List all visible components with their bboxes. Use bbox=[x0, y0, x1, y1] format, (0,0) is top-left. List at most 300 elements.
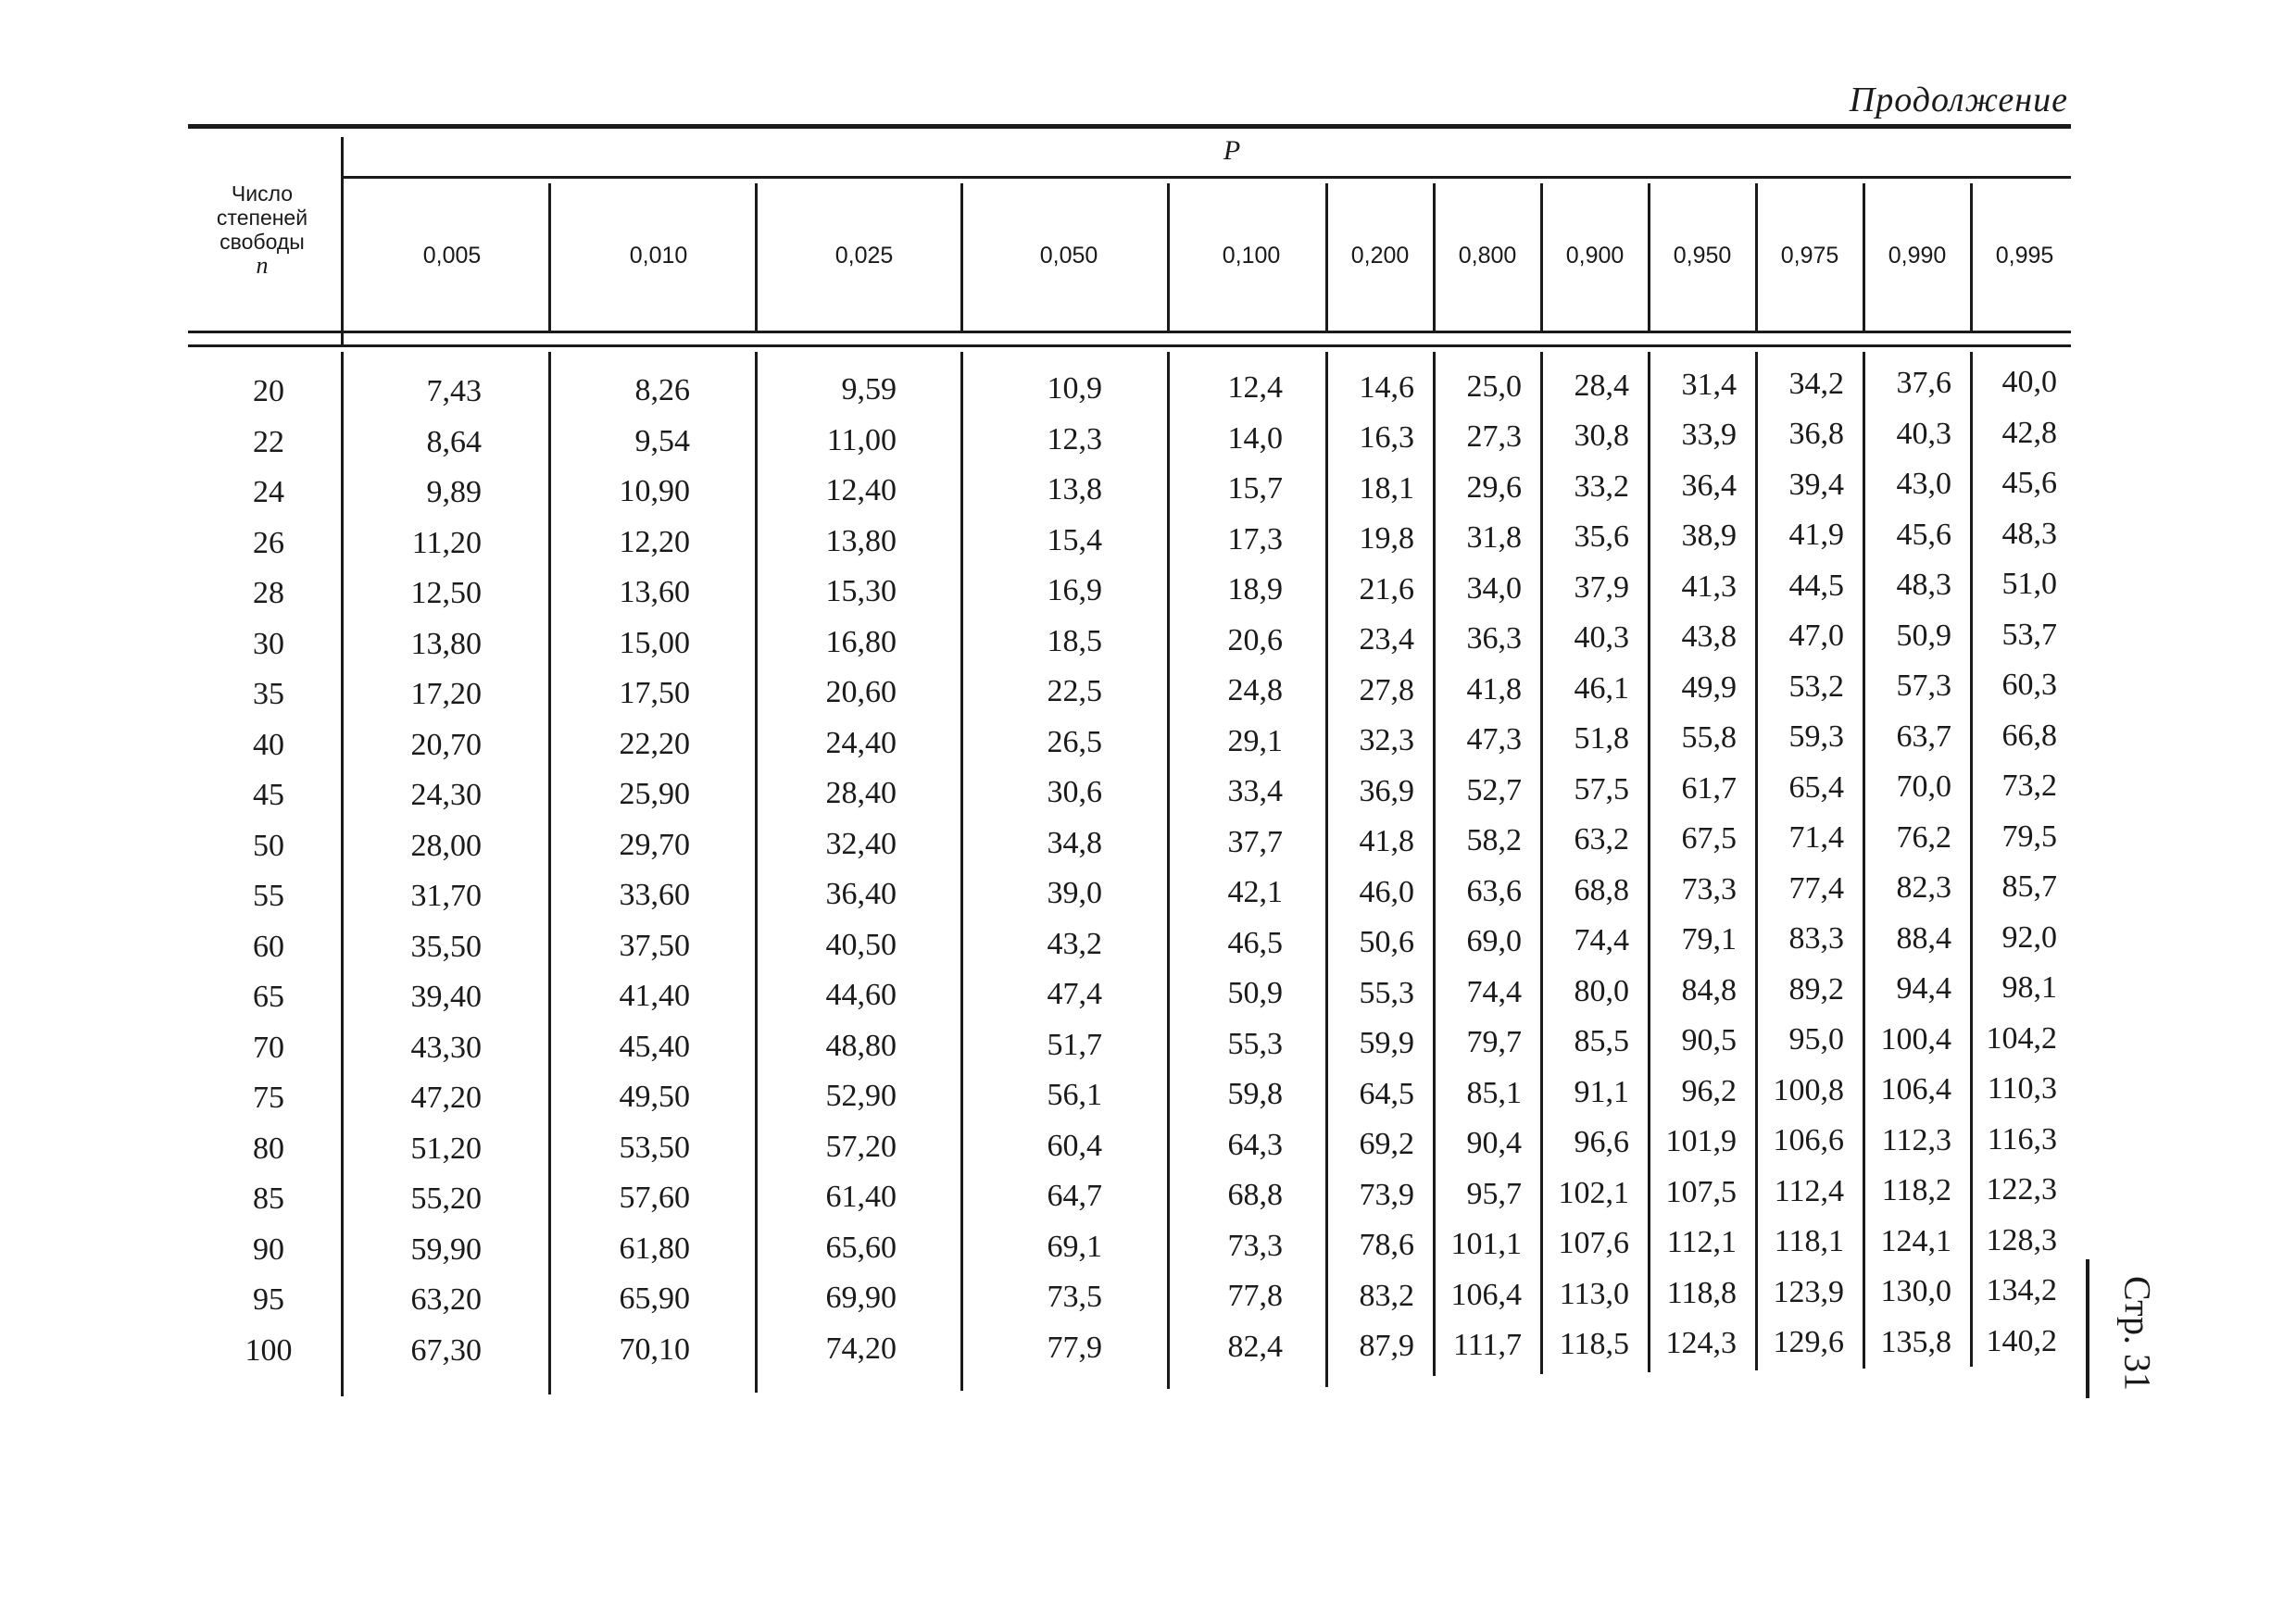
value-cell: 26,5 bbox=[1047, 724, 1102, 759]
value-cell: 51,8 bbox=[1574, 721, 1629, 756]
value-cell: 124,1 bbox=[1880, 1223, 1951, 1258]
value-cell: 18,9 bbox=[1227, 572, 1283, 607]
value-cell: 34,2 bbox=[1788, 366, 1844, 401]
value-cell: 42,8 bbox=[2001, 415, 2057, 450]
value-cell: 71,4 bbox=[1788, 820, 1844, 856]
value-cell: 45,6 bbox=[2001, 466, 2057, 501]
value-cell: 28,4 bbox=[1574, 368, 1629, 403]
value-cell: 59,90 bbox=[410, 1232, 482, 1267]
value-cell: 36,8 bbox=[1788, 417, 1844, 452]
value-cell: 64,7 bbox=[1047, 1179, 1102, 1214]
header-divider bbox=[1433, 183, 1436, 331]
value-cell: 96,2 bbox=[1681, 1073, 1737, 1108]
value-cell: 36,9 bbox=[1359, 773, 1414, 808]
header-divider bbox=[1970, 183, 1973, 331]
value-cell: 116,3 bbox=[1987, 1121, 2057, 1157]
value-cell: 11,00 bbox=[826, 422, 897, 457]
value-cell: 11,20 bbox=[411, 525, 482, 560]
degrees-of-freedom-cell: 60 bbox=[253, 929, 284, 964]
value-cell: 67,5 bbox=[1681, 821, 1737, 857]
value-cell: 35,50 bbox=[410, 929, 482, 964]
body-divider bbox=[1325, 352, 1328, 1387]
value-cell: 77,8 bbox=[1227, 1279, 1283, 1314]
value-cell: 89,2 bbox=[1788, 971, 1844, 1007]
value-cell: 83,3 bbox=[1788, 921, 1844, 957]
header-divider bbox=[1648, 183, 1650, 331]
value-cell: 51,20 bbox=[410, 1131, 482, 1166]
value-cell: 64,3 bbox=[1227, 1127, 1283, 1162]
value-cell: 40,3 bbox=[1574, 620, 1629, 656]
column-header: 0,100 bbox=[1222, 243, 1281, 269]
degrees-of-freedom-cell: 22 bbox=[253, 424, 284, 459]
value-cell: 58,2 bbox=[1466, 823, 1522, 858]
column-header: 0,975 bbox=[1780, 243, 1839, 269]
value-cell: 59,8 bbox=[1227, 1077, 1283, 1112]
body-divider bbox=[1167, 352, 1170, 1389]
value-cell: 31,70 bbox=[410, 879, 482, 913]
value-cell: 85,5 bbox=[1574, 1024, 1629, 1059]
value-cell: 88,4 bbox=[1896, 920, 1951, 956]
value-cell: 34,8 bbox=[1047, 825, 1102, 860]
degrees-of-freedom-cell: 40 bbox=[253, 727, 284, 762]
value-cell: 60,4 bbox=[1047, 1128, 1102, 1163]
value-cell: 57,3 bbox=[1896, 669, 1951, 703]
value-cell: 56,1 bbox=[1047, 1078, 1102, 1113]
value-cell: 61,7 bbox=[1681, 770, 1737, 806]
value-cell: 12,3 bbox=[1047, 421, 1102, 456]
value-cell: 41,3 bbox=[1681, 569, 1737, 604]
value-cell: 51,0 bbox=[2001, 567, 2057, 602]
value-cell: 32,40 bbox=[825, 826, 897, 861]
value-cell: 29,6 bbox=[1466, 469, 1522, 505]
value-cell: 44,60 bbox=[825, 978, 897, 1013]
value-cell: 73,5 bbox=[1047, 1280, 1102, 1315]
value-cell: 41,8 bbox=[1359, 824, 1414, 858]
value-cell: 37,7 bbox=[1227, 824, 1283, 859]
value-cell: 95,7 bbox=[1466, 1176, 1522, 1211]
value-cell: 110,3 bbox=[1987, 1071, 2057, 1107]
value-cell: 46,5 bbox=[1227, 925, 1283, 960]
page-number bbox=[2082, 1259, 2193, 1407]
n-header bbox=[188, 181, 336, 278]
value-cell: 12,50 bbox=[410, 576, 482, 610]
body-divider bbox=[548, 352, 551, 1394]
value-cell: 91,1 bbox=[1574, 1074, 1629, 1109]
value-cell: 46,1 bbox=[1574, 670, 1629, 706]
degrees-of-freedom-cell: 28 bbox=[253, 576, 284, 610]
value-cell: 53,2 bbox=[1788, 669, 1844, 704]
value-cell: 82,4 bbox=[1227, 1329, 1283, 1364]
value-cell: 25,0 bbox=[1466, 369, 1522, 404]
value-cell: 29,1 bbox=[1227, 723, 1283, 758]
value-cell: 52,90 bbox=[825, 1079, 897, 1114]
value-cell: 25,90 bbox=[619, 777, 690, 812]
value-cell: 57,60 bbox=[619, 1181, 690, 1216]
value-cell: 96,6 bbox=[1574, 1125, 1629, 1160]
column-header: 0,025 bbox=[834, 243, 894, 269]
value-cell: 50,9 bbox=[1896, 618, 1951, 653]
value-cell: 28,40 bbox=[825, 776, 897, 811]
n-header-line-4: n bbox=[256, 252, 269, 279]
value-cell: 43,30 bbox=[410, 1030, 482, 1065]
column-header: 0,050 bbox=[1039, 243, 1098, 269]
value-cell: 23,4 bbox=[1359, 622, 1414, 656]
value-cell: 36,3 bbox=[1466, 621, 1522, 656]
page-number-label: Стр. 31 bbox=[2116, 1275, 2159, 1392]
degrees-of-freedom-cell: 70 bbox=[253, 1030, 284, 1065]
value-cell: 31,4 bbox=[1681, 367, 1737, 402]
value-cell: 27,8 bbox=[1359, 672, 1414, 707]
value-cell: 36,4 bbox=[1681, 468, 1737, 503]
value-cell: 24,8 bbox=[1227, 673, 1283, 708]
value-cell: 85,7 bbox=[2001, 869, 2057, 905]
value-cell: 47,4 bbox=[1047, 977, 1102, 1012]
value-cell: 37,9 bbox=[1574, 569, 1629, 605]
value-cell: 40,3 bbox=[1896, 416, 1951, 451]
value-cell: 32,3 bbox=[1359, 723, 1414, 757]
value-cell: 20,60 bbox=[825, 675, 897, 710]
column-header: 0,990 bbox=[1888, 243, 1947, 269]
value-cell: 43,8 bbox=[1681, 619, 1737, 655]
degrees-of-freedom-cell: 55 bbox=[253, 879, 284, 913]
value-cell: 35,6 bbox=[1574, 519, 1629, 555]
value-cell: 134,2 bbox=[1986, 1273, 2057, 1308]
value-cell: 70,10 bbox=[619, 1332, 690, 1367]
value-cell: 39,4 bbox=[1788, 467, 1844, 502]
value-cell: 118,2 bbox=[1881, 1173, 1951, 1207]
value-cell: 38,9 bbox=[1681, 519, 1737, 554]
value-cell: 15,00 bbox=[619, 625, 690, 660]
value-cell: 45,6 bbox=[1896, 517, 1951, 552]
value-cell: 41,9 bbox=[1788, 518, 1844, 553]
value-cell: 63,7 bbox=[1896, 719, 1951, 754]
value-cell: 41,40 bbox=[619, 979, 690, 1014]
degrees-of-freedom-cell: 50 bbox=[253, 828, 284, 863]
value-cell: 55,8 bbox=[1681, 720, 1737, 756]
value-cell: 39,40 bbox=[410, 980, 482, 1014]
n-header-line-2: степеней bbox=[216, 206, 308, 230]
value-cell: 98,1 bbox=[2001, 970, 2057, 1006]
value-cell: 53,50 bbox=[619, 1130, 690, 1165]
value-cell: 112,4 bbox=[1774, 1173, 1844, 1208]
column-header: 0,800 bbox=[1458, 243, 1517, 269]
value-cell: 19,8 bbox=[1359, 521, 1414, 556]
column-header: 0,200 bbox=[1350, 243, 1410, 269]
degrees-of-freedom-cell: 45 bbox=[253, 778, 284, 812]
degrees-of-freedom-cell: 65 bbox=[253, 980, 284, 1014]
value-cell: 73,2 bbox=[2001, 769, 2057, 804]
degrees-of-freedom-cell: 20 bbox=[253, 374, 284, 408]
degrees-of-freedom-cell: 26 bbox=[253, 525, 284, 560]
value-cell: 118,8 bbox=[1666, 1275, 1737, 1310]
value-cell: 79,1 bbox=[1681, 922, 1737, 957]
value-cell: 27,3 bbox=[1466, 419, 1522, 455]
value-cell: 95,0 bbox=[1788, 1022, 1844, 1057]
value-cell: 70,0 bbox=[1896, 769, 1951, 804]
value-cell: 59,3 bbox=[1788, 719, 1844, 755]
value-cell: 8,64 bbox=[426, 424, 482, 459]
value-cell: 20,70 bbox=[410, 727, 482, 762]
value-cell: 102,1 bbox=[1558, 1175, 1629, 1210]
column-header: 0,010 bbox=[629, 243, 688, 269]
value-cell: 40,50 bbox=[825, 927, 897, 962]
value-cell: 106,4 bbox=[1880, 1072, 1951, 1107]
top-rule bbox=[188, 124, 2071, 129]
value-cell: 66,8 bbox=[2001, 718, 2057, 753]
value-cell: 17,20 bbox=[410, 677, 482, 711]
column-header: 0,005 bbox=[422, 243, 482, 269]
body-divider bbox=[1648, 352, 1650, 1372]
value-cell: 39,0 bbox=[1047, 876, 1102, 911]
continuation-label: Продолжение bbox=[1849, 81, 2068, 119]
degrees-of-freedom-cell: 24 bbox=[253, 475, 284, 509]
value-cell: 51,7 bbox=[1047, 1027, 1102, 1062]
value-cell: 111,7 bbox=[1453, 1328, 1522, 1363]
value-cell: 79,5 bbox=[2001, 819, 2057, 854]
value-cell: 31,8 bbox=[1466, 520, 1522, 556]
value-cell: 50,9 bbox=[1227, 976, 1283, 1011]
value-cell: 78,6 bbox=[1359, 1228, 1414, 1262]
n-header-line-3: свободы bbox=[220, 230, 305, 254]
value-cell: 10,90 bbox=[619, 474, 690, 509]
value-cell: 48,3 bbox=[2001, 516, 2057, 551]
value-cell: 43,2 bbox=[1047, 926, 1102, 961]
value-cell: 8,26 bbox=[634, 373, 690, 408]
header-divider bbox=[1755, 183, 1758, 331]
value-cell: 57,20 bbox=[825, 1129, 897, 1164]
value-cell: 113,0 bbox=[1559, 1276, 1629, 1311]
header-divider bbox=[1540, 183, 1543, 331]
value-cell: 13,80 bbox=[410, 626, 482, 661]
value-cell: 37,50 bbox=[619, 928, 690, 963]
value-cell: 87,9 bbox=[1359, 1329, 1414, 1363]
value-cell: 100,8 bbox=[1773, 1072, 1844, 1107]
value-cell: 16,3 bbox=[1359, 420, 1414, 455]
value-cell: 90,5 bbox=[1681, 1023, 1737, 1058]
value-cell: 124,3 bbox=[1665, 1326, 1737, 1361]
value-cell: 12,4 bbox=[1227, 370, 1283, 406]
value-cell: 9,54 bbox=[634, 423, 690, 458]
value-cell: 29,70 bbox=[619, 827, 690, 862]
value-cell: 33,9 bbox=[1681, 418, 1737, 453]
value-cell: 73,3 bbox=[1227, 1228, 1283, 1263]
value-cell: 43,0 bbox=[1896, 467, 1951, 501]
value-cell: 69,90 bbox=[825, 1281, 897, 1316]
value-cell: 47,20 bbox=[410, 1081, 482, 1115]
header-divider bbox=[1325, 183, 1328, 331]
n-header-line-1: Число bbox=[231, 181, 294, 206]
value-cell: 18,1 bbox=[1359, 470, 1414, 506]
degrees-of-freedom-cell: 75 bbox=[253, 1081, 284, 1115]
value-cell: 74,4 bbox=[1466, 974, 1522, 1009]
value-cell: 101,9 bbox=[1665, 1124, 1737, 1159]
value-cell: 44,5 bbox=[1788, 568, 1844, 603]
value-cell: 55,3 bbox=[1227, 1026, 1283, 1061]
value-cell: 140,2 bbox=[1986, 1323, 2057, 1358]
value-cell: 74,4 bbox=[1574, 923, 1629, 958]
value-cell: 84,8 bbox=[1681, 972, 1737, 1007]
header-divider bbox=[548, 183, 551, 331]
value-cell: 33,60 bbox=[619, 878, 690, 913]
value-cell: 107,5 bbox=[1665, 1174, 1737, 1209]
value-cell: 17,3 bbox=[1227, 521, 1283, 556]
value-cell: 33,2 bbox=[1574, 469, 1629, 504]
value-cell: 47,3 bbox=[1466, 722, 1522, 757]
value-cell: 59,9 bbox=[1359, 1026, 1414, 1060]
header-divider bbox=[960, 183, 963, 331]
value-cell: 135,8 bbox=[1880, 1324, 1951, 1359]
value-cell: 12,20 bbox=[619, 524, 690, 559]
value-cell: 69,2 bbox=[1359, 1127, 1414, 1161]
value-cell: 118,1 bbox=[1774, 1224, 1844, 1259]
value-cell: 61,80 bbox=[619, 1231, 690, 1266]
value-cell: 55,20 bbox=[410, 1182, 482, 1216]
value-cell: 47,0 bbox=[1788, 619, 1844, 654]
value-cell: 129,6 bbox=[1773, 1325, 1844, 1360]
value-cell: 9,59 bbox=[841, 372, 897, 407]
value-cell: 18,5 bbox=[1047, 623, 1102, 658]
value-cell: 68,8 bbox=[1227, 1178, 1283, 1213]
body-divider bbox=[960, 352, 963, 1391]
value-cell: 13,80 bbox=[825, 523, 897, 558]
value-cell: 123,9 bbox=[1773, 1274, 1844, 1309]
value-cell: 45,40 bbox=[619, 1029, 690, 1064]
value-cell: 33,4 bbox=[1227, 774, 1283, 809]
value-cell: 53,7 bbox=[2001, 617, 2057, 652]
body-divider bbox=[1433, 352, 1436, 1376]
value-cell: 118,5 bbox=[1559, 1327, 1629, 1362]
value-cell: 94,4 bbox=[1896, 971, 1951, 1006]
value-cell: 16,9 bbox=[1047, 573, 1102, 608]
degrees-of-freedom-cell: 30 bbox=[253, 626, 284, 661]
value-cell: 14,0 bbox=[1227, 420, 1283, 456]
value-cell: 49,9 bbox=[1681, 669, 1737, 705]
p-rule bbox=[341, 176, 2071, 179]
value-cell: 28,00 bbox=[410, 828, 482, 863]
column-header: 0,900 bbox=[1565, 243, 1625, 269]
value-cell: 63,6 bbox=[1466, 873, 1522, 908]
degrees-of-freedom-cell: 90 bbox=[253, 1232, 284, 1267]
value-cell: 55,3 bbox=[1359, 975, 1414, 1010]
header-divider bbox=[1863, 183, 1865, 331]
value-cell: 14,6 bbox=[1359, 369, 1414, 405]
value-cell: 63,2 bbox=[1574, 822, 1629, 857]
value-cell: 7,43 bbox=[426, 374, 482, 408]
page-number-bar bbox=[2086, 1259, 2089, 1398]
value-cell: 41,8 bbox=[1466, 671, 1522, 706]
value-cell: 36,40 bbox=[825, 877, 897, 912]
value-cell: 22,20 bbox=[619, 726, 690, 761]
value-cell: 122,3 bbox=[1986, 1172, 2057, 1207]
p-label: P bbox=[1223, 135, 1241, 166]
value-cell: 64,5 bbox=[1359, 1076, 1414, 1111]
value-cell: 92,0 bbox=[2001, 919, 2057, 955]
value-cell: 61,40 bbox=[825, 1180, 897, 1215]
value-cell: 22,5 bbox=[1047, 674, 1102, 709]
degrees-of-freedom-cell: 100 bbox=[245, 1332, 293, 1368]
value-cell: 37,6 bbox=[1896, 366, 1951, 400]
value-cell: 107,6 bbox=[1558, 1226, 1629, 1261]
value-cell: 85,1 bbox=[1466, 1075, 1522, 1110]
body-divider bbox=[755, 352, 758, 1393]
value-cell: 48,80 bbox=[825, 1028, 897, 1063]
value-cell: 24,30 bbox=[410, 778, 482, 812]
value-cell: 106,4 bbox=[1450, 1277, 1522, 1312]
value-cell: 128,3 bbox=[1986, 1222, 2057, 1257]
value-cell: 46,0 bbox=[1359, 874, 1414, 909]
value-cell: 82,3 bbox=[1896, 870, 1951, 905]
body-divider bbox=[341, 352, 344, 1396]
value-cell: 77,4 bbox=[1788, 870, 1844, 906]
body-divider bbox=[1863, 352, 1865, 1369]
body-rule bbox=[188, 344, 2071, 347]
value-cell: 12,40 bbox=[825, 473, 897, 508]
value-cell: 60,3 bbox=[2001, 668, 2057, 703]
value-cell: 90,4 bbox=[1466, 1126, 1522, 1161]
value-cell: 79,7 bbox=[1466, 1025, 1522, 1060]
value-cell: 101,1 bbox=[1450, 1227, 1522, 1262]
value-cell: 74,20 bbox=[825, 1331, 897, 1366]
degrees-of-freedom-cell: 95 bbox=[253, 1282, 284, 1317]
body-divider bbox=[1755, 352, 1758, 1370]
column-header: 0,995 bbox=[1995, 243, 2054, 269]
value-cell: 42,1 bbox=[1227, 875, 1283, 910]
value-cell: 112,3 bbox=[1881, 1122, 1951, 1157]
value-cell: 9,89 bbox=[426, 475, 482, 509]
value-cell: 68,8 bbox=[1574, 872, 1629, 907]
value-cell: 15,4 bbox=[1047, 522, 1102, 557]
body-divider bbox=[1540, 352, 1543, 1374]
value-cell: 100,4 bbox=[1880, 1021, 1951, 1057]
value-cell: 69,1 bbox=[1047, 1229, 1102, 1264]
header-divider bbox=[1167, 183, 1170, 331]
value-cell: 16,80 bbox=[825, 624, 897, 659]
header-rule bbox=[188, 331, 2071, 333]
value-cell: 83,2 bbox=[1359, 1278, 1414, 1313]
value-cell: 65,90 bbox=[619, 1282, 690, 1317]
value-cell: 73,9 bbox=[1359, 1177, 1414, 1212]
body-divider bbox=[1970, 352, 1973, 1367]
value-cell: 130,0 bbox=[1880, 1274, 1951, 1308]
degrees-of-freedom-cell: 85 bbox=[253, 1182, 284, 1216]
value-cell: 112,1 bbox=[1666, 1225, 1737, 1260]
value-cell: 80,0 bbox=[1574, 973, 1629, 1008]
value-cell: 104,2 bbox=[1986, 1020, 2057, 1056]
value-cell: 21,6 bbox=[1359, 571, 1414, 606]
value-cell: 15,30 bbox=[825, 574, 897, 609]
value-cell: 40,0 bbox=[2001, 365, 2057, 400]
value-cell: 13,60 bbox=[619, 575, 690, 610]
value-cell: 17,50 bbox=[619, 676, 690, 711]
value-cell: 50,6 bbox=[1359, 925, 1414, 959]
value-cell: 49,50 bbox=[619, 1080, 690, 1115]
value-cell: 34,0 bbox=[1466, 570, 1522, 606]
value-cell: 15,7 bbox=[1227, 471, 1283, 506]
value-cell: 73,3 bbox=[1681, 871, 1737, 907]
value-cell: 65,60 bbox=[825, 1230, 897, 1265]
degrees-of-freedom-cell: 35 bbox=[253, 677, 284, 711]
value-cell: 24,40 bbox=[825, 725, 897, 760]
value-cell: 63,20 bbox=[410, 1282, 482, 1317]
value-cell: 67,30 bbox=[410, 1332, 482, 1368]
header-divider bbox=[755, 183, 758, 331]
value-cell: 106,6 bbox=[1773, 1123, 1844, 1158]
value-cell: 57,5 bbox=[1574, 771, 1629, 806]
value-cell: 10,9 bbox=[1047, 371, 1102, 406]
degrees-of-freedom-cell: 80 bbox=[253, 1131, 284, 1166]
value-cell: 52,7 bbox=[1466, 772, 1522, 807]
value-cell: 48,3 bbox=[1896, 568, 1951, 602]
